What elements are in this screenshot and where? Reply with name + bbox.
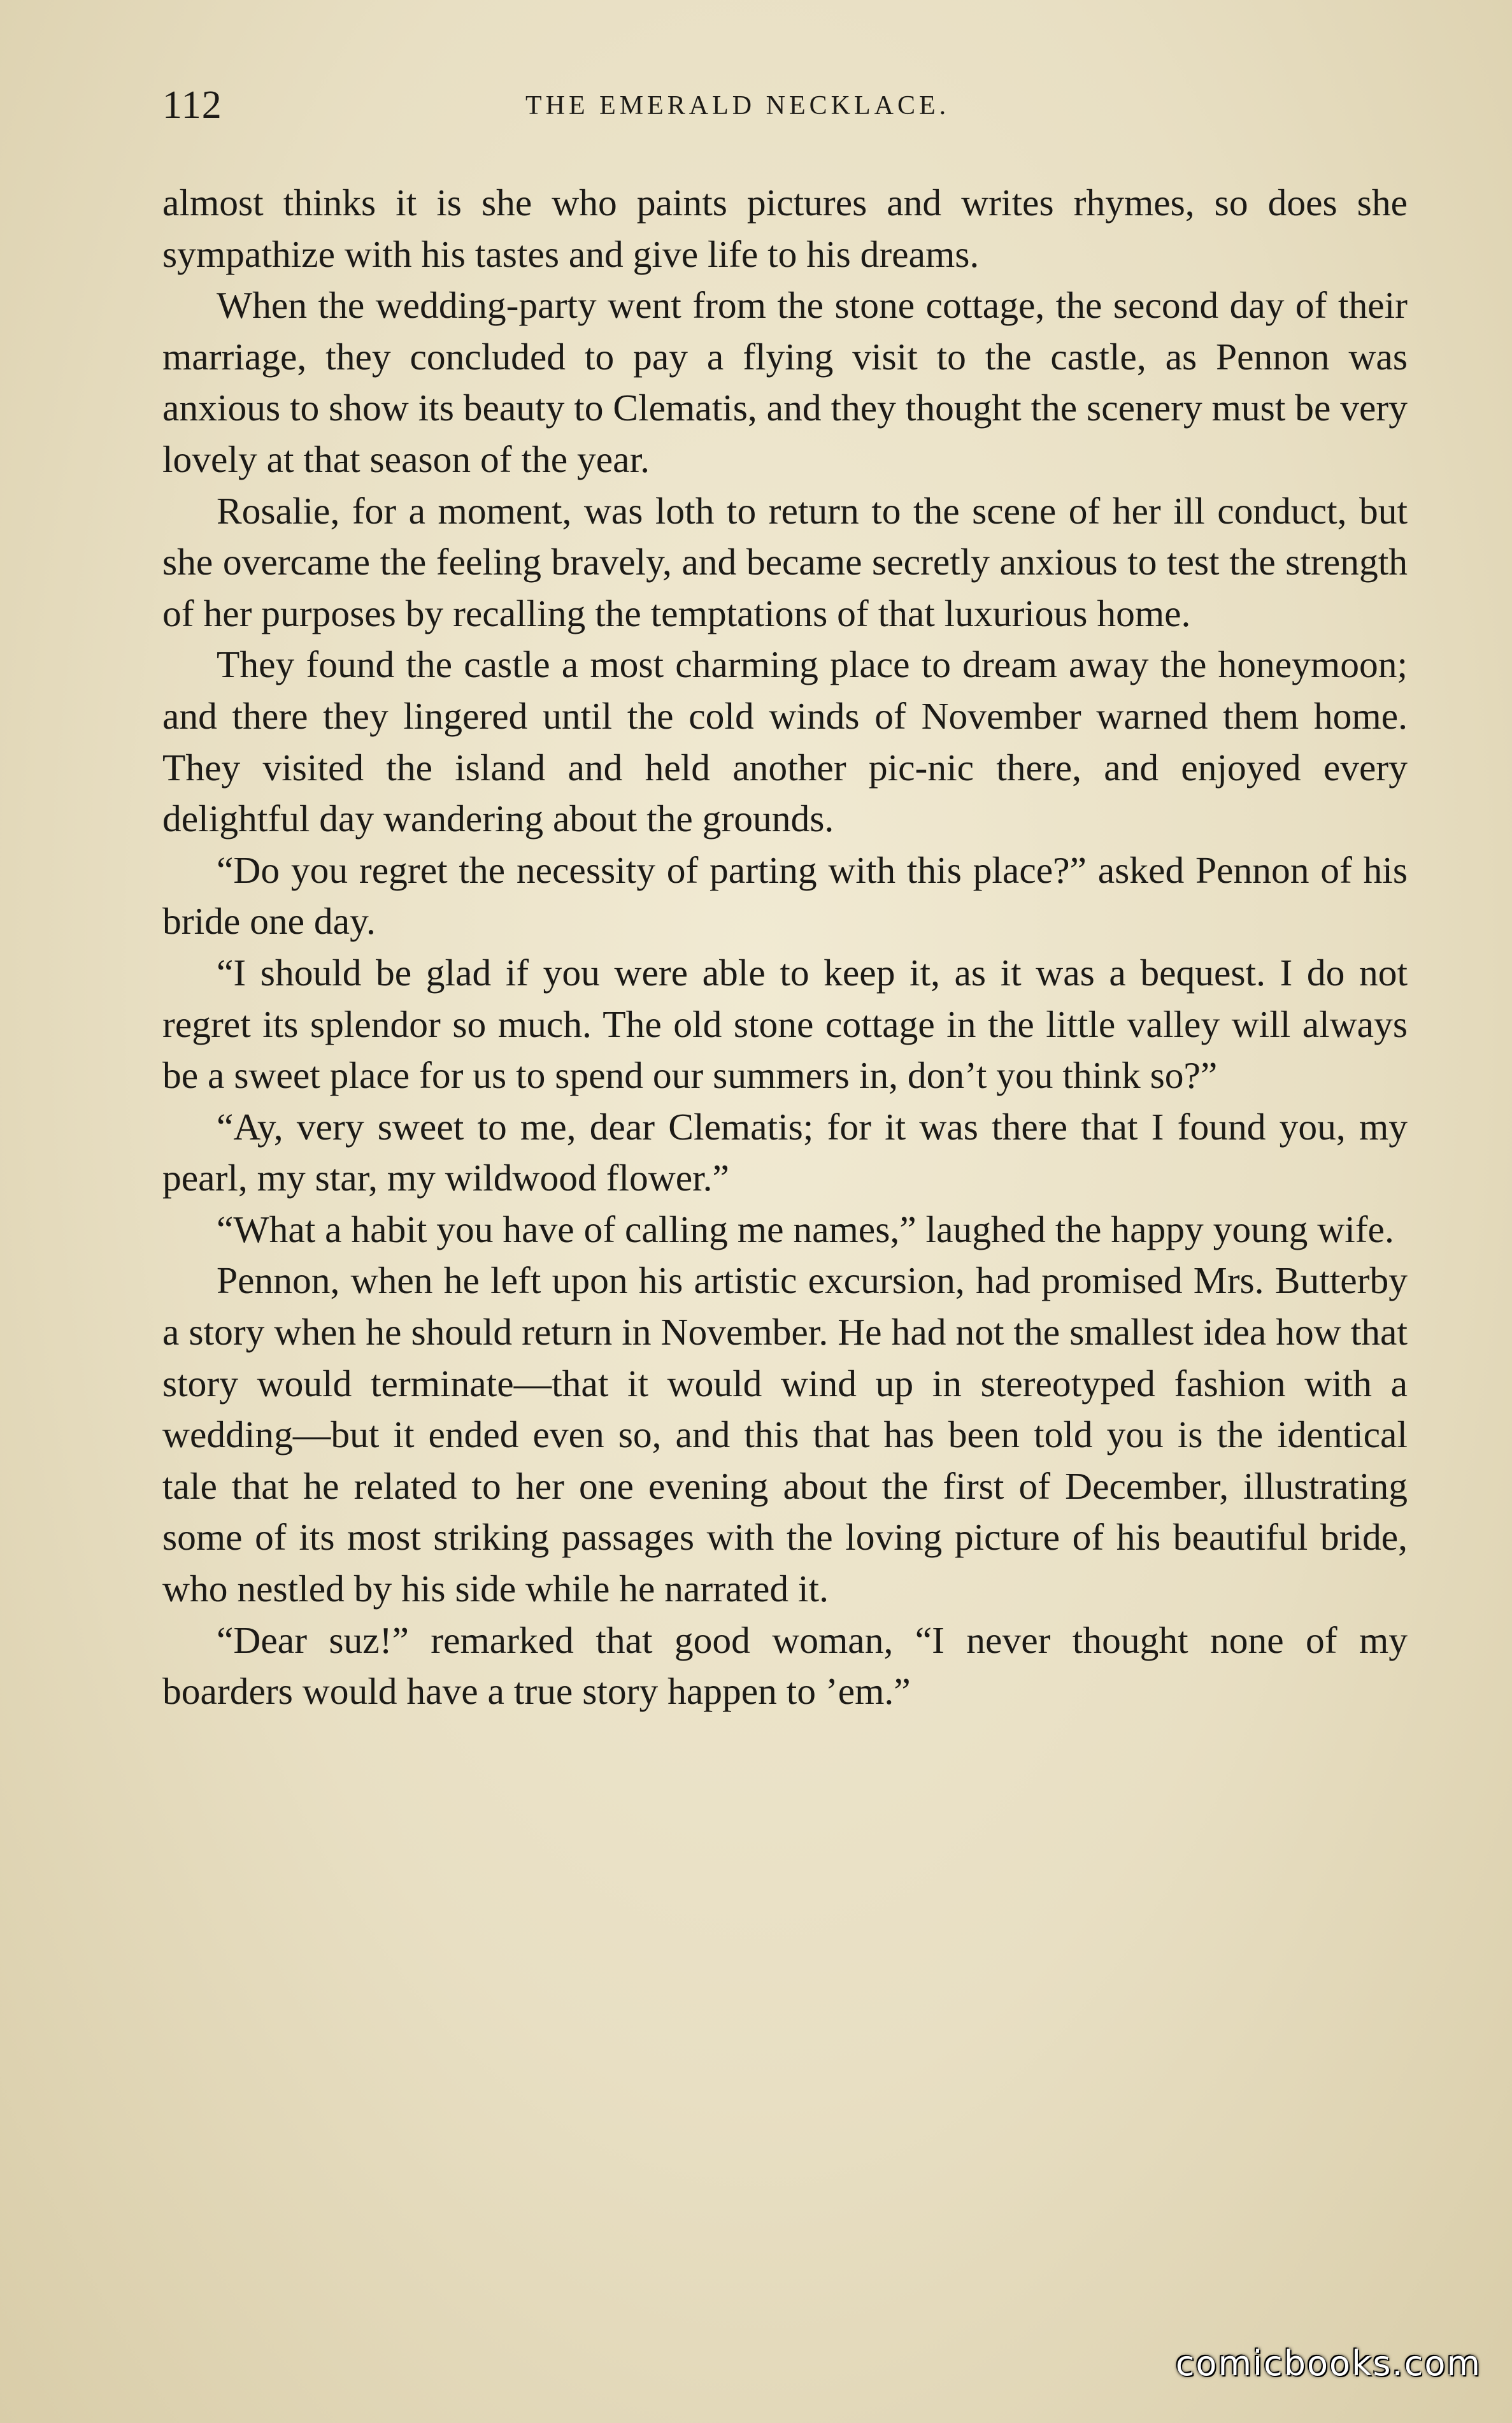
running-head bbox=[162, 83, 1404, 134]
watermark: comicbooks.com bbox=[1175, 2343, 1481, 2384]
paragraph: “Ay, very sweet to me, dear Clematis; for it was there that I found you, my pearl, my star, my wildwood flower.” bbox=[162, 1105, 1408, 1199]
running-title: THE EMERALD NECKLACE. bbox=[525, 91, 950, 120]
paragraph: “I should be glad if you were able to keep it, as it was a bequest. I do not regret its splendor so much. The old stone cottage in the little valley will always be a sweet place for us to spend our summers in, don’t you think so?” bbox=[162, 951, 1408, 1097]
paragraph: Rosalie, for a moment, was loth to return to the scene of her ill conduct, but she overcame the feeling bravely, and became secretly anxious to test the strength of her purposes by recalling the temptations of that luxurious home. bbox=[162, 489, 1408, 634]
body-text bbox=[162, 177, 1408, 1717]
paragraph: When the wedding-party went from the stone cottage, the second day of their marriage, they concluded to pay a flying visit to the castle, as Pennon was anxious to show its beauty to Clematis, and they thought the scenery must be very lovely at that season of the year. bbox=[162, 284, 1408, 480]
paragraph: “Do you regret the necessity of parting with this place?” asked Pennon of his bride one day. bbox=[162, 848, 1408, 943]
paragraph: They found the castle a most charming place to dream away the honeymoon; and there they lingered until the cold winds of November warned them home. They visited the island and held another pic-nic there, and enjoyed every delightful day wandering about the grounds. bbox=[162, 643, 1408, 840]
page-number: 112 bbox=[162, 83, 222, 127]
paragraph: almost thinks it is she who paints pictures and writes rhymes, so does she sympathize with his tastes and give life to his dreams. bbox=[162, 182, 1408, 275]
paragraph: “What a habit you have of calling me names,” laughed the happy young wife. bbox=[217, 1208, 1394, 1250]
paragraph: “Dear suz!” remarked that good woman, “I never thought none of my boarders would have a true story happen to ’em.” bbox=[162, 1619, 1408, 1713]
paragraph: Pennon, when he left upon his artistic excursion, had promised Mrs. Butterby a story when he should return in November. He had not the smallest idea how that story would terminate—that it would wind up in stereotyped fashion with a wedding—but it ended even so, and this that has been told you is the identical tale that he related to her one evening about the first of December, illustrating some of its most striking passages with the loving picture of his beautiful bride, who nestled by his side while he narrated it. bbox=[162, 1259, 1408, 1610]
